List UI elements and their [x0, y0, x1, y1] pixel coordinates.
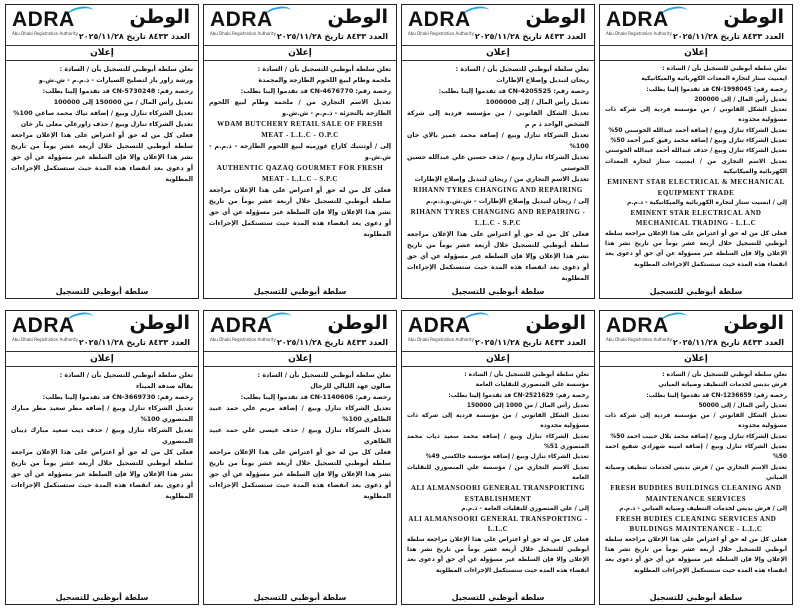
notice-line: فعلى كل من له حق أو اعتراض على هذا الإعلان مراجعة سلطة أبوظبي للتسجيل خلال أربعة عشر يوماً من تاريخ نشر هذا الإعلان وإلا فإن السلطة غير مسؤولة عن أي حق أو دعوى بعد انقضاء هذه المدة حيث ستستكمل الإجراءات المطلوبة [605, 230, 787, 268]
issue-line: العدد ٨٤٣٣ تاريخ ٢٠٢٥/١١/٢٨ [474, 338, 586, 347]
notice-line: EMINENT STAR ELECTRICAL AND MECHANICAL TRADING - L.L.C [630, 209, 762, 228]
notice-line: رخصة رقم: CN-2521629 قد تقدموا إلينا بطلب: [448, 392, 589, 399]
adra-logo: ADRA [606, 8, 669, 31]
notice-line: تعلن سلطة أبوظبي للتسجيل بأن / السادة : [257, 66, 391, 73]
notice-card [5, 4, 199, 299]
notice-body [600, 367, 792, 576]
newspaper-name: الوطن [525, 312, 586, 334]
notice-line: رخصة رقم: CN-1998045 قد تقدموا إلينا بطلب: [646, 86, 787, 93]
notice-line: تعلن سلطة أبوظبي للتسجيل بأن / السادة : [59, 372, 193, 379]
newspaper-name: الوطن [723, 6, 784, 28]
adra-logo: ADRA [210, 314, 273, 337]
masthead [402, 311, 594, 352]
notice-footer: سلطة أبوظبي للتسجيل [253, 287, 347, 296]
notice-line: WDAM BUTCHERY RETAIL SALE OF FRESH MEAT - L.L.C - O.P.C [217, 120, 383, 139]
notice-line: تعديل الشركاء تنازل وبيع / حذف حسين علي عبدالله حسين الحوسني [407, 154, 589, 172]
notice-heading: إعلان [204, 46, 396, 61]
notice-heading: إعلان [402, 46, 594, 61]
notice-card [599, 310, 793, 605]
issue-line: العدد ٨٤٣٣ تاريخ ٢٠٢٥/١١/٢٨ [672, 338, 784, 347]
notice-line: تعديل الاسم التجاري من / مؤسسة علي المنصوري للنقليات العامة [407, 464, 589, 481]
notice-footer: سلطة أبوظبي للتسجيل [253, 593, 347, 602]
notice-line: ملحمة وطام لبيع اللحوم الطازجة والمجمدة [258, 77, 391, 84]
notice-heading: إعلان [600, 46, 792, 61]
newspaper-name: الوطن [327, 6, 388, 28]
notice-line: تعديل الشركاء تنازل وبيع / حذف عيسى علي حمد عبيد الظاهري [209, 427, 391, 445]
notice-line: تعديل الشركاء تنازل وبيع / حذف ذيب سعيد مبارك ذيبان المنصوري [11, 427, 193, 445]
notice-line: تعديل الشركاء تنازل وبيع / إضافة مطر سعيد مطر مبارك المنصوري 100% [11, 405, 193, 423]
notice-line: ريحان لتبديل وإصلاح الإطارات [496, 77, 589, 84]
notice-line: EMINENT STAR ELECTRICAL & MECHANICAL EQUIPMENT TRADE [607, 178, 785, 197]
newspaper-name: الوطن [129, 6, 190, 28]
masthead [204, 5, 396, 46]
notice-line: تعديل الشركاء تنازل وبيع / إضافة محمد عمير بالاي خان 100% [407, 132, 589, 150]
notice-line: تعديل الشركاء تنازل وبيع / إضافة محمد بلال حبيب احمد 50% [610, 433, 787, 440]
notice-line: إلى / ايمنيت ستار لتجارة الكهربائية والميكانيكية - ذ.م.م [626, 199, 787, 206]
notice-line: تعديل الشركاء تنازل وبيع / إضافة أحمد عبدالله الحوسني 50% [608, 127, 787, 134]
notice-line: رخصة رقم: CN-1140606 قد تقدموا إلينا بطلب: [240, 394, 391, 401]
notice-footer: سلطة أبوظبي للتسجيل [649, 287, 743, 296]
adra-logo: ADRA [12, 8, 75, 31]
notice-body [6, 367, 198, 502]
notice-line: تعديل الشركاء تنازل وبيع / إضافة مؤسسة جالكسي 49% [425, 454, 589, 461]
notice-card [401, 310, 595, 605]
notice-line: تعديل رأس المال / إلى 50000 [698, 402, 787, 409]
notice-line: تعديل رأس المال / من 1000 إلى 150000 [466, 402, 589, 409]
notice-line: تعديل الاسم التجاري من / فرش بديس لخدمات تنظيف وصيانة المباني [605, 464, 787, 481]
notice-line: تعديل الشركاء تنازل وبيع / إضافة محمد سعيد ذياب محمد المنصوري 51% [407, 433, 589, 451]
notice-line: فعلى كل من له حق أو اعتراض على هذا الإعلان مراجعة سلطة أبوظبي للتسجيل خلال أربعة عشر يوماً من تاريخ نشر هذا الإعلان وإلا فإن السلطة غير مسؤولة عن أي حق أو دعوى بعد انقضاء هذه المدة حيث ستستكمل الإجراءات المطلوبة [11, 449, 193, 500]
notice-body [402, 367, 594, 576]
adra-logo: ADRA [12, 314, 75, 337]
adra-subtitle: Abu Dhabi Registration Authority [12, 31, 78, 36]
notice-line: ALI ALMANSOORI GENERAL TRANSPORTING - L.L.C [408, 515, 588, 534]
notice-line: مؤسسة علي المنصوري للنقليات العامة [475, 382, 589, 389]
newspaper-name: الوطن [129, 312, 190, 334]
adra-subtitle: Abu Dhabi Registration Authority [606, 337, 672, 342]
notice-line: فعلى كل من له حق أو اعتراض على هذا الإعلان مراجعة سلطة أبوظبي للتسجيل خلال أربعة عشر يوماً من تاريخ نشر هذا الإعلان وإلا فإن السلطة غير مسؤولة عن أي حق أو دعوى بعد انقضاء هذه المدة حيث ستستكمل الإجراءات المطلوبة [407, 231, 589, 282]
notice-line: بقالة صدفة الميناء [136, 383, 193, 390]
issue-line: العدد ٨٤٣٣ تاريخ ٢٠٢٥/١١/٢٨ [78, 338, 190, 347]
notice-body [6, 61, 198, 185]
notice-line: تعديل الاسم التجاري من / ملحمة وطام لبيع اللحوم الطازجة بالتجزئة - ذ.م.م - ش.ش.و [209, 99, 391, 117]
notice-line: إلى / فرش بديس لخدمات التنظيف وصيانة المباني - ذ.م.م [619, 505, 787, 512]
notice-line: إلى / علي المنصوري للنقليات العامة - ذ.م.م [461, 505, 589, 512]
notice-line: فعلى كل من له حق أو اعتراض على هذا الإعلان مراجعة سلطة أبوظبي للتسجيل خلال أربعة عشر يوماً من تاريخ نشر هذا الإعلان وإلا فإن السلطة غير مسؤولة عن أي حق أو دعوى بعد انقضاء هذه المدة حيث ستستكمل الإجراءات المطلوبة [209, 187, 391, 238]
adra-logo: ADRA [606, 314, 669, 337]
notice-line: رخصة رقم: CN-3669730 قد تقدموا إلينا بطلب: [42, 394, 193, 401]
notice-line: تعديل الشكل القانوني / من مؤسسة فردية إلى شركة ذات مسؤولية محدودة [605, 107, 787, 124]
notice-line: فعلى كل من له حق أو اعتراض على هذا الإعلان مراجعة سلطة أبوظبي للتسجيل خلال أربعة عشر يوماً من تاريخ نشر هذا الإعلان وإلا فإن السلطة غير مسؤولة عن أي حق أو دعوى بعد انقضاء هذه المدة حيث ستستكمل الإجراءات المطلوبة [11, 132, 193, 183]
notice-line: تعلن سلطة أبوظبي للتسجيل بأن / السادة : [662, 66, 787, 72]
notice-card [599, 4, 793, 299]
notice-line: إلى / ريحان لتبديل وإصلاح الإطارات - ش.ش.و.ذ.م.م [426, 198, 589, 205]
notice-line: تعلن سلطة أبوظبي للتسجيل بأن / السادة : [455, 66, 589, 73]
notice-body [600, 61, 792, 270]
notice-line: FRESH BUDDIES BUILDINGS CLEANING AND MAINTENANCE SERVICES [610, 484, 782, 503]
notice-line: تعلن سلطة أبوظبي للتسجيل بأن / السادة : [257, 372, 391, 379]
notice-line: تعديل رأس المال / إلى 1000000 [485, 99, 589, 106]
notice-heading: إعلان [6, 46, 198, 61]
notice-footer: سلطة أبوظبي للتسجيل [451, 593, 545, 602]
notice-footer: سلطة أبوظبي للتسجيل [451, 287, 545, 296]
notice-line: تعلن سلطة أبوظبي للتسجيل بأن / السادة : [59, 66, 193, 73]
notice-line: تعديل الشركاء تنازل وبيع / إضافة محمد رفيق كبير أحمد 50% [610, 138, 787, 145]
notice-line: إلى / أوثنتيك كازاخ غورميه لبيع اللحوم الطازجة - ذ.م.م - ش.ش.و [209, 143, 391, 161]
notice-line: تعديل الشركاء تنازل وبيع / حذف زاورعلي معلى باز خان [20, 121, 193, 128]
notice-card [5, 310, 199, 605]
masthead [6, 5, 198, 46]
notice-line: ALI ALMANSOORI GENERAL TRANSPORTING ESTABLISHMENT [410, 484, 586, 503]
notice-card [203, 4, 397, 299]
notice-line: ورشة زاور باز لتصليح السيارات - ذ.م.م - ش.ش.و [38, 77, 193, 84]
notice-line: رخصة رقم: CN-4676770 قد تقدموا إلينا بطلب: [240, 88, 391, 95]
notice-heading: إعلان [600, 352, 792, 367]
notice-line: تعديل الشركاء تنازل وبيع / إضافة امينه شهزادي شفيع احمد 50% [605, 444, 787, 461]
notice-line: فعلى كل من له حق أو اعتراض على هذا الإعلان مراجعة سلطة أبوظبي للتسجيل خلال أربعة عشر يوماً من تاريخ نشر هذا الإعلان وإلا فإن السلطة غير مسؤولة عن أي حق أو دعوى بعد انقضاء هذه المدة حيث ستستكمل الإجراءات المطلوبة [605, 536, 787, 574]
notice-line: تعديل الاسم التجاري من / ريحان لتبديل وإصلاح الإطارات [414, 176, 589, 183]
notice-line: تعلن سلطة أبوظبي للتسجيل بأن / السادة : [464, 372, 589, 378]
notice-line: تعديل الاسم التجاري من / ايمنيت ستار لتجارة المعدات الكهربائية والميكانيكية [605, 158, 787, 175]
newspaper-name: الوطن [327, 312, 388, 334]
notice-line: تعديل رأس المال / من 150000 إلى 100000 [53, 99, 193, 106]
notice-line: رخصة رقم: CN-1236659 قد تقدموا إلينا بطلب: [646, 392, 787, 399]
masthead [6, 311, 198, 352]
newspaper-name: الوطن [723, 312, 784, 334]
notice-body [204, 367, 396, 502]
notice-body [204, 61, 396, 240]
notice-line: تعديل الشكل القانوني / من مؤسسة فردية إلى شركة الشخص الواحد ذ م م [407, 110, 589, 128]
notice-line: RIHANN TYRES CHANGING AND REPAIRING - L.L.C - S.P.C [410, 208, 586, 227]
notice-card [203, 310, 397, 605]
adra-subtitle: Abu Dhabi Registration Authority [408, 337, 474, 342]
masthead [204, 311, 396, 352]
notice-line: ايمنيت ستار لتجارة المعدات الكهربائية والميكانيكية [641, 76, 787, 83]
issue-line: العدد ٨٤٣٣ تاريخ ٢٠٢٥/١١/٢٨ [672, 32, 784, 41]
adra-subtitle: Abu Dhabi Registration Authority [210, 31, 276, 36]
notice-card [401, 4, 595, 299]
notice-heading: إعلان [6, 352, 198, 367]
adra-logo: ADRA [210, 8, 273, 31]
notice-line: FRESH BUDIES CLEANING SERVICES AND BUILDINGS MAINTENANCE - L.L.C [615, 515, 777, 534]
notice-line: فرش بديس لخدمات التنظيف وصيانة المباني [658, 382, 787, 389]
notice-line: رخصة رقم: CN-4205525 قد تقدموا إلينا بطلب: [438, 88, 589, 95]
notice-footer: سلطة أبوظبي للتسجيل [649, 593, 743, 602]
notice-line: فعلى كل من له حق أو اعتراض على هذا الإعلان مراجعة سلطة أبوظبي للتسجيل خلال أربعة عشر يوماً من تاريخ نشر هذا الإعلان وإلا فإن السلطة غير مسؤولة عن أي حق أو دعوى بعد انقضاء هذه المدة حيث ستستكمل الإجراءات المطلوبة [209, 449, 391, 500]
notice-line: RIHANN TYRES CHANGING AND REPAIRING [413, 186, 583, 194]
issue-line: العدد ٨٤٣٣ تاريخ ٢٠٢٥/١١/٢٨ [276, 32, 388, 41]
masthead [600, 311, 792, 352]
issue-line: العدد ٨٤٣٣ تاريخ ٢٠٢٥/١١/٢٨ [276, 338, 388, 347]
masthead [402, 5, 594, 46]
notice-line: تعديل الشكل القانوني / من مؤسسة فردية إلى شركة ذات مسؤولية محدودة [605, 413, 787, 430]
notice-footer: سلطة أبوظبي للتسجيل [55, 593, 149, 602]
adra-subtitle: Abu Dhabi Registration Authority [408, 31, 474, 36]
notice-line: رخصة رقم: CN-5730248 قد تقدموا إلينا بطلب: [42, 88, 193, 95]
newspaper-name: الوطن [525, 6, 586, 28]
adra-subtitle: Abu Dhabi Registration Authority [12, 337, 78, 342]
notice-heading: إعلان [204, 352, 396, 367]
notice-line: تعديل الشكل القانوني / من مؤسسة فردية إلى شركة ذات مسؤولية محدودة [407, 413, 589, 430]
masthead [600, 5, 792, 46]
issue-line: العدد ٨٤٣٣ تاريخ ٢٠٢٥/١١/٢٨ [78, 32, 190, 41]
notice-line: صالون عهد الليالي للرجال [310, 383, 391, 390]
notice-line: تعديل رأس المال / إلى 200000 [694, 96, 787, 103]
notice-footer: سلطة أبوظبي للتسجيل [55, 287, 149, 296]
adra-subtitle: Abu Dhabi Registration Authority [210, 337, 276, 342]
adra-logo: ADRA [408, 8, 471, 31]
notice-line: تعديل الشركاء تنازل وبيع / إضافة نياك محمد ساغي 100% [13, 110, 193, 117]
notice-line: AUTHENTIC QAZAQ GOURMET FOR FRESH MEAT - L.L.C - S.P.C [216, 164, 384, 183]
issue-line: العدد ٨٤٣٣ تاريخ ٢٠٢٥/١١/٢٨ [474, 32, 586, 41]
notice-line: تعديل الشركاء تنازل وبيع / إضافة مريم علي حمد عبيد الظاهري 100% [209, 405, 391, 423]
notice-heading: إعلان [402, 352, 594, 367]
notice-line: فعلى كل من له حق أو اعتراض على هذا الإعلان مراجعة سلطة أبوظبي للتسجيل خلال أربعة عشر يوماً من تاريخ نشر هذا الإعلان وإلا فإن السلطة غير مسؤولة عن أي حق أو دعوى بعد انقضاء هذه المدة حيث ستستكمل الإجراءات المطلوبة [407, 536, 589, 574]
notice-body [402, 61, 594, 284]
notice-line: تعديل الشركاء تنازل وبيع / حذف عبدالله أحمد عبدالله الحوسني [605, 148, 787, 155]
adra-subtitle: Abu Dhabi Registration Authority [606, 31, 672, 36]
notice-line: تعلن سلطة أبوظبي للتسجيل بأن / السادة : [662, 372, 787, 378]
adra-logo: ADRA [408, 314, 471, 337]
